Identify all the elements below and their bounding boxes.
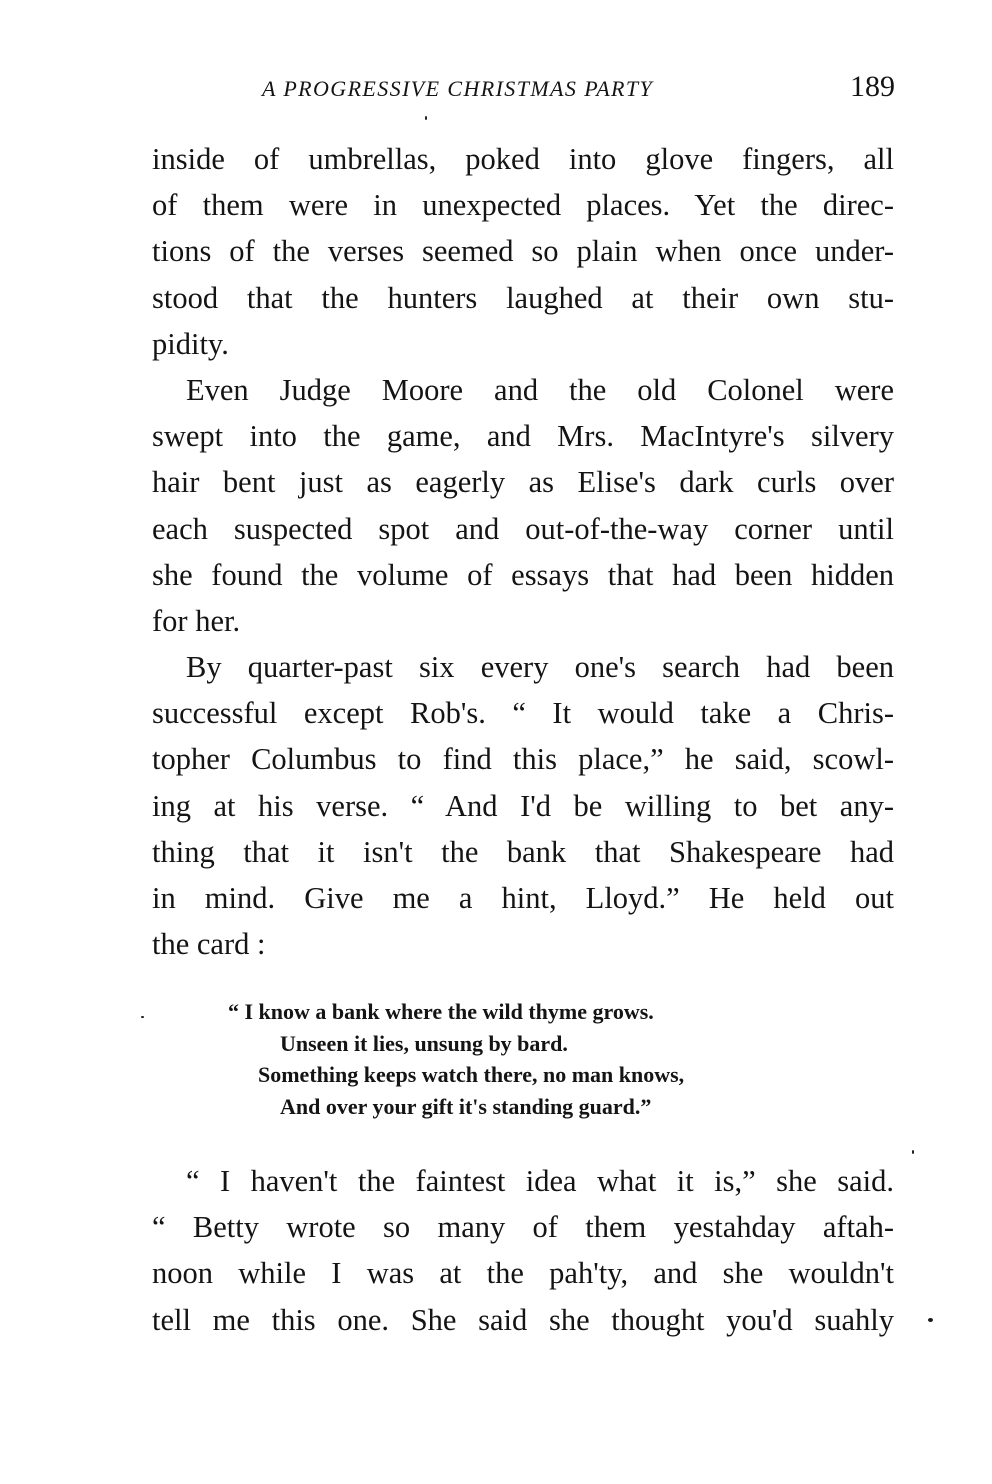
- verse-line: And over your gift it's standing guard.”: [280, 1093, 652, 1119]
- verse-quote: [228, 996, 828, 1122]
- text-line: “ Betty wrote so many of them yestahday aftah-: [152, 1210, 894, 1245]
- text-line: the card :: [152, 927, 266, 962]
- text-line: tions of the verses seemed so plain when once under-: [152, 234, 894, 269]
- page-number: 189: [850, 70, 895, 103]
- body-text-lower: [152, 1158, 894, 1343]
- scan-speck: [141, 1016, 144, 1018]
- scan-speck: [928, 1318, 933, 1322]
- text-line: successful except Rob's. “ It would take a Chris-: [152, 696, 894, 731]
- text-line: ing at his verse. “ And I'd be willing to bet any-: [152, 788, 894, 823]
- text-line: pidity.: [152, 326, 229, 361]
- paragraph-start-line: Even Judge Moore and the old Colonel were: [186, 372, 894, 407]
- text-line: each suspected spot and out-of-the-way corner until: [152, 511, 894, 546]
- text-line: she found the volume of essays that had been hidden: [152, 557, 894, 592]
- text-line: of them were in unexpected places. Yet the direc-: [152, 188, 894, 223]
- text-line: thing that it isn't the bank that Shakespeare had: [152, 834, 894, 869]
- verse-line: Unseen it lies, unsung by bard.: [280, 1030, 568, 1056]
- text-line: topher Columbus to find this place,” he said, scowl-: [152, 742, 894, 777]
- paragraph-start-line: “ I haven't the faintest idea what it is,” she said.: [186, 1164, 894, 1198]
- paragraph-start-line: By quarter-past six every one's search had been: [186, 650, 894, 685]
- text-line: inside of umbrellas, poked into glove fingers, all: [152, 142, 894, 176]
- scan-speck: [425, 116, 427, 120]
- scan-speck: [912, 1150, 914, 1154]
- running-head: [150, 70, 895, 110]
- body-text-upper: [152, 136, 894, 967]
- text-line: for her.: [152, 603, 241, 638]
- text-line: stood that the hunters laughed at their own stu-: [152, 280, 894, 315]
- text-line: noon while I was at the pah'ty, and she wouldn't: [152, 1256, 894, 1291]
- verse-line: Something keeps watch there, no man knows,: [258, 1062, 685, 1087]
- running-title: A PROGRESSIVE CHRISTMAS PARTY: [262, 76, 654, 101]
- text-line: tell me this one. She said she thought you'd suahly: [152, 1302, 894, 1337]
- text-line: in mind. Give me a hint, Lloyd.” He held out: [152, 881, 894, 915]
- text-line: hair bent just as eagerly as Elise's dark curls over: [152, 465, 894, 500]
- verse-line: “ I know a bank where the wild thyme grows.: [228, 999, 654, 1024]
- text-line: swept into the game, and Mrs. MacIntyre's silvery: [152, 419, 894, 454]
